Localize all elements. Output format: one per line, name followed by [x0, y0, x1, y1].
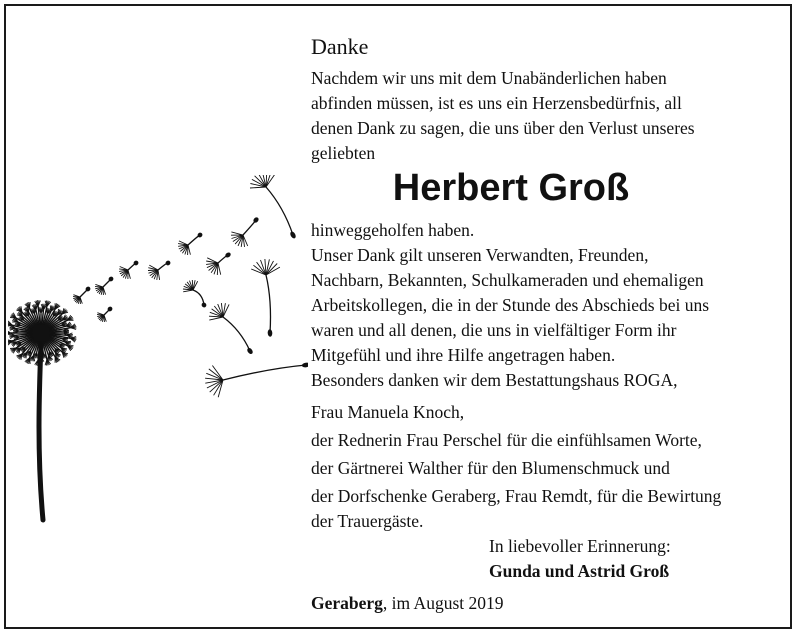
text-line: der Gärtnerei Walther für den Blumenschmuck und	[311, 458, 670, 478]
text-line: Besonders danken wir dem Bestattungshaus ROGA,	[311, 370, 678, 390]
text-line: hinweggeholfen haben.	[311, 220, 475, 240]
text-line: der Rednerin Frau Perschel für die einfühlsamen Worte,	[311, 430, 702, 450]
deceased-name: Herbert Groß	[392, 167, 630, 209]
text-line: Unser Dank gilt unseren Verwandten, Freunden,	[311, 245, 649, 265]
thanks-paragraph	[311, 218, 781, 393]
intro-paragraph	[311, 66, 781, 166]
date-text: , im August 2019	[382, 593, 504, 613]
text-line: Nachbarn, Bekannten, Schulkameraden und ehemaligen	[311, 270, 704, 290]
text-line: der Dorfschenke Geraberg, Frau Remdt, für die Bewirtung	[311, 486, 722, 506]
place-date	[311, 591, 781, 616]
text-line: waren und all denen, die uns in vielfältiger Form ihr	[311, 320, 677, 340]
place: Geraberg	[311, 593, 383, 613]
closing-block	[489, 534, 779, 584]
text-line: abfinden müssen, ist es uns ein Herzensbedürfnis, all	[311, 93, 682, 113]
special-thanks	[311, 398, 781, 532]
text-line: der Trauergäste.	[311, 511, 424, 531]
dandelion-icon	[8, 175, 308, 525]
signature: Gunda und Astrid Groß	[489, 561, 670, 581]
text-line: Mitgefühl und ihre Hilfe angetragen haben.	[311, 345, 616, 365]
page-title: Danke	[311, 34, 369, 59]
text-line: denen Dank zu sagen, die uns über den Verlust unseres	[311, 118, 695, 138]
text-line: Nachdem wir uns mit dem Unabänderlichen haben	[311, 68, 667, 88]
closing-text: In liebevoller Erinnerung:	[489, 536, 671, 556]
text-line: geliebten	[311, 143, 376, 163]
text-line: Arbeitskollegen, die in der Stunde des Abschieds bei uns	[311, 295, 710, 315]
text-line: Frau Manuela Knoch,	[311, 402, 465, 422]
